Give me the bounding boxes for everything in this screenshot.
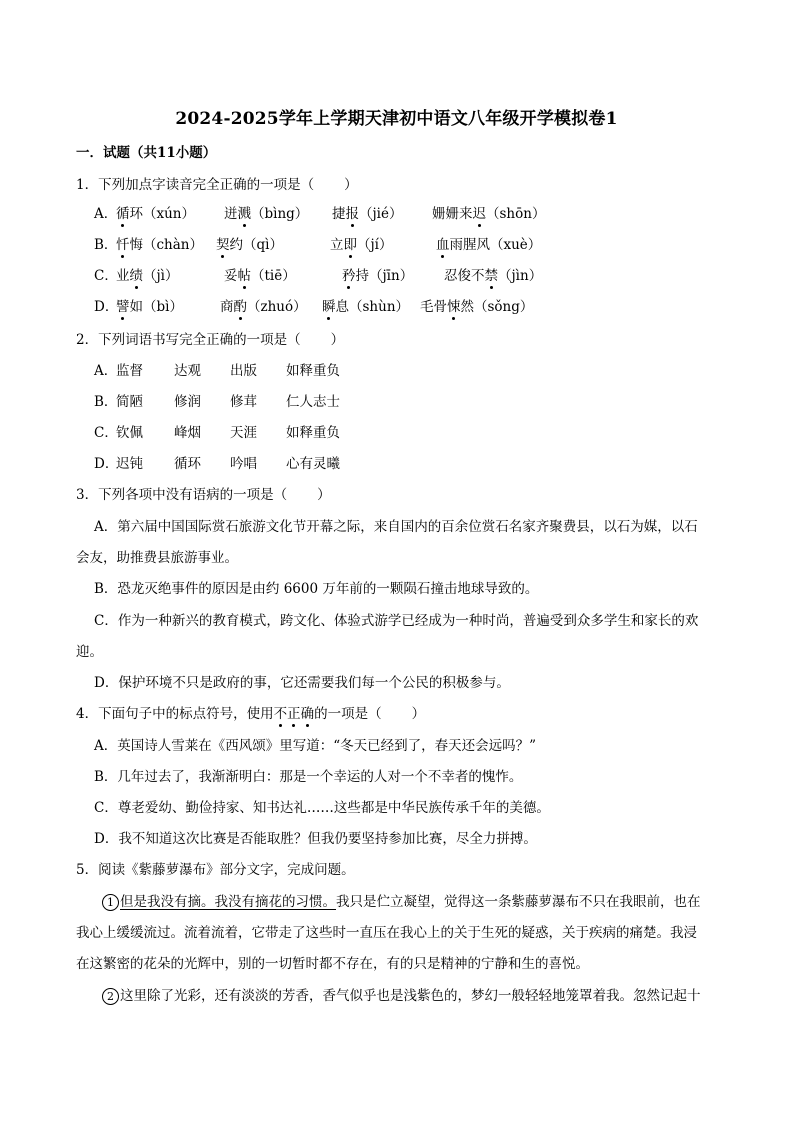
passage-paragraph-2: 2 这里除了光彩，还有淡淡的芳香，香气似乎也是浅紫色的，梦幻一般轻轻地笼罩着我。忽然记起十 [102,987,701,1005]
question-2-option-b[interactable]: B． 简陋 修润 修茸 仁人志士 [94,394,340,410]
question-2-option-a[interactable]: A． 监督 达观 出版 如释重负 [94,363,340,379]
question-3-option-a-cont: 会友，助推费县旅游事业。 [76,550,238,566]
q1d-item-2: 商酌（zhuó） [220,299,307,315]
q1d-item-1: 譬如（bì） [116,299,183,315]
passage-paragraph-1: 1 但是我没有摘。我没有摘花的习惯。我只是伫立凝望，觉得这一条紫藤萝瀑布不只在我眼前，也在 [102,893,701,911]
question-1-option-c[interactable]: C． 业绩（jì） 妥帖（tiē） 矜持（jīn） 忍俊不禁（jìn） [94,268,543,284]
question-2-stem: 2．下列词语书写完全正确的一项是（ ） [76,332,345,348]
q1c-item-3: 矜持（jīn） [342,268,414,284]
q1b-item-4: 血雨腥风（xuè） [436,237,542,253]
question-5-stem: 5．阅读《紫藤萝瀑布》部分文字，完成问题。 [76,862,355,878]
question-2-option-c[interactable]: C． 钦佩 峰烟 天涯 如释重负 [94,425,340,441]
question-4-option-a[interactable]: A．英国诗人雪莱在《西风颂》里写道：“冬天已经到了，春天还会远吗？” [94,738,537,754]
q1b-item-1: 忏悔（chàn） [116,237,203,253]
question-3-stem: 3．下列各项中没有语病的一项是（ ） [76,487,331,503]
underlined-sentence: 但是我没有摘。我没有摘花的习惯。 [120,894,336,910]
question-3-option-d[interactable]: D．保护环境不只是政府的事，它还需要我们每一个公民的积极参与。 [94,675,510,691]
question-3-option-b[interactable]: B．恐龙灭绝事件的原因是由约 6600 万年前的一颗陨石撞击地球导致的。 [94,581,539,597]
paragraph-number-2: 2 [102,988,119,1005]
q1c-item-2: 妥帖（tiē） [224,268,296,284]
page-title: 2024-2025学年上学期天津初中语文八年级开学模拟卷1 [175,109,618,129]
question-4-option-d[interactable]: D．我不知道这次比赛是否能取胜？但我仍要坚持参加比赛，尽全力拼搏。 [94,831,537,847]
question-1-option-d[interactable]: D． 譬如（bì） 商酌（zhuó） 瞬息（shùn） 毛骨悚然（sǒng） [94,299,534,315]
question-4-option-b[interactable]: B．几年过去了，我渐渐明白：那是一个幸运的人对一个不幸者的愧怍。 [94,769,523,785]
q1a-item-3: 捷报（jié） [332,206,403,222]
question-4-option-c[interactable]: C．尊老爱幼、勤俭持家、知书达礼……这些都是中华民族传承千年的美德。 [94,800,550,816]
paragraph-number-1: 1 [102,894,119,911]
q1a-item-4: 姗姗来迟（shōn） [432,206,546,222]
q1c-item-4: 忍俊不禁（jìn） [444,268,543,284]
question-4-stem: 4．下面句子中的标点符号，使用不正确的一项是（ ） [76,706,426,722]
q1b-item-3: 立即（jí） [330,237,393,253]
q1d-item-3: 瞬息（shùn） [322,299,410,315]
section-heading: 一．试题（共11小题） [76,145,217,161]
question-1-stem: 1．下列加点字读音完全正确的一项是（ ） [76,177,358,193]
passage-paragraph-1-line-3: 在这繁密的花朵的光辉中，别的一切暂时都不存在，有的只是精神的宁静和生的喜悦。 [76,956,589,972]
question-3-option-a[interactable]: A．第六届中国国际赏石旅游文化节开幕之际，来自国内的百余位赏石名家齐聚费县，以石为媒，以石 [94,519,698,535]
q1c-item-1: 业绩（jì） [116,268,179,284]
question-1-option-b[interactable]: B． 忏悔（chàn） 契约（qì） 立即（jí） 血雨腥风（xuè） [94,237,542,253]
q1d-item-4: 毛骨悚然（sǒng） [420,299,534,315]
passage-paragraph-1-line-2: 我心上缓缓流过。流着流着，它带走了这些时一直压在我心上的关于生死的疑惑，关于疾病的痛楚。我浸 [76,925,697,941]
question-1-option-a[interactable]: A． 循环（xún） 迸溅（bìng） 捷报（jié） 姗姗来迟（shōn） [94,206,546,222]
q1a-item-1: 循环（xún） [116,206,196,222]
emphasis-not-correct: 不正确 [273,706,315,722]
question-3-option-c-cont: 迎。 [76,644,103,660]
q1b-item-2: 契约（qì） [216,237,283,253]
question-3-option-c[interactable]: C．作为一种新兴的教育模式，跨文化、体验式游学已经成为一种时尚，普遍受到众多学生和家长的欢 [94,613,699,629]
q1a-item-2: 迸溅（bìng） [224,206,309,222]
question-2-option-d[interactable]: D． 迟钝 循环 吟唱 心有灵曦 [94,456,340,472]
